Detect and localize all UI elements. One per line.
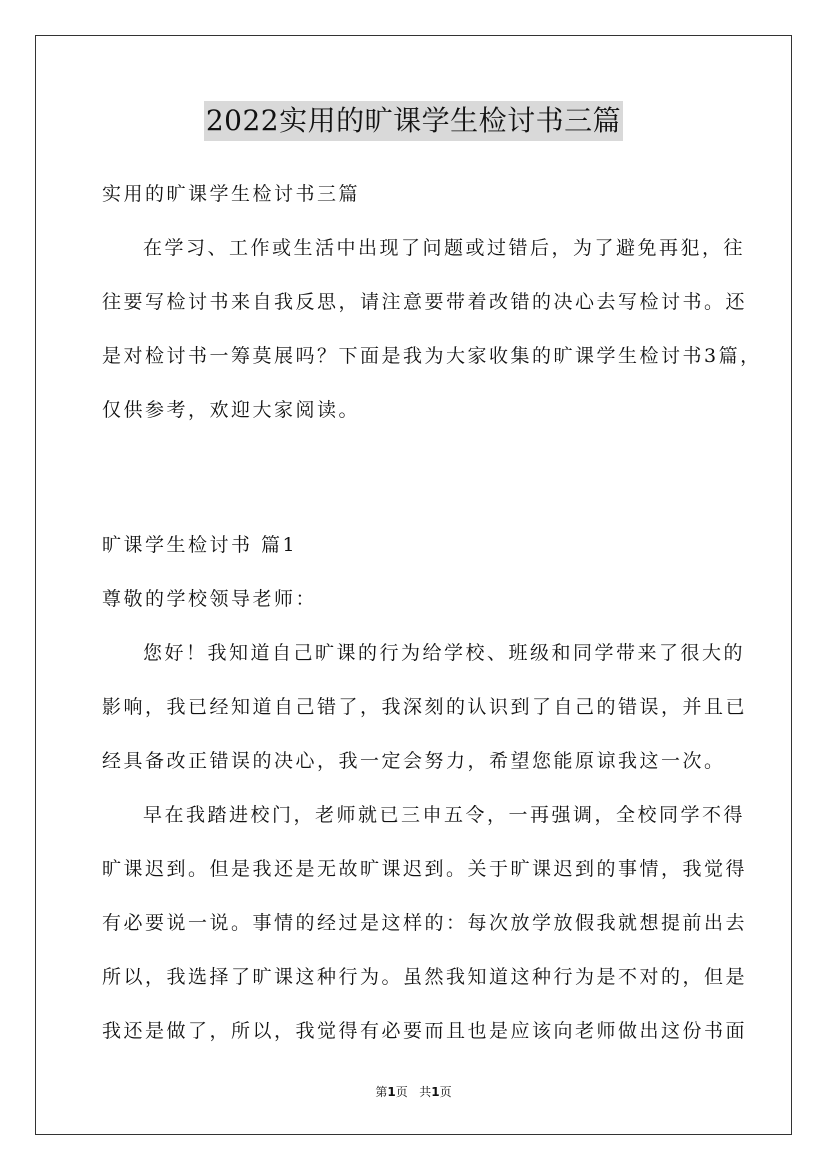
document-title — [0, 100, 827, 141]
paragraph-2 — [102, 799, 748, 1047]
document-subtitle: 实用的旷课学生检讨书三篇 — [102, 183, 361, 205]
document-body — [102, 178, 762, 1047]
intro-line: 往要写检讨书来自我反思，请注意要带着改错的决心去写检讨书。还 — [102, 291, 748, 313]
page-footer — [0, 1084, 827, 1100]
paragraph-line: 影响，我已经知道自己错了，我深刻的认识到了自己的错误，并且已 — [102, 696, 748, 718]
total-pages: 1 — [431, 1085, 440, 1099]
paragraph-line: 有必要说一说。事情的经过是这样的：每次放学放假我就想提前出去 — [102, 912, 748, 934]
page-prefix: 第 — [375, 1085, 388, 1099]
intro-line: 是对检讨书一筹莫展吗？下面是我为大家收集的旷课学生检讨书3篇， — [102, 345, 762, 367]
total-suffix: 页 — [439, 1085, 452, 1099]
salutation: 尊敬的学校领导老师： — [102, 588, 318, 610]
paragraph-line: 您好！我知道自己旷课的行为给学校、班级和同学带来了很大的 — [143, 642, 746, 664]
paragraph-line: 我还是做了，所以，我觉得有必要而且也是应该向老师做出这份书面 — [102, 1020, 748, 1042]
section-heading: 旷课学生检讨书 篇1 — [102, 534, 298, 556]
paragraph-line: 早在我踏进校门，老师就已三申五令，一再强调，全校同学不得 — [143, 804, 746, 826]
intro-line: 在学习、工作或生活中出现了问题或过错后，为了避免再犯，往 — [143, 237, 746, 259]
paragraph-line: 旷课迟到。但是我还是无故旷课迟到。关于旷课迟到的事情，我觉得 — [102, 858, 748, 880]
total-prefix: 共 — [419, 1085, 432, 1099]
document-title-text: 2022实用的旷课学生检讨书三篇 — [204, 101, 623, 141]
paragraph-1 — [102, 637, 748, 777]
paragraph-line: 经具备改正错误的决心，我一定会努力，希望您能原谅我这一次。 — [102, 750, 726, 772]
intro-line: 仅供参考，欢迎大家阅读。 — [102, 399, 361, 421]
intro-paragraph — [102, 232, 762, 426]
paragraph-line: 所以，我选择了旷课这种行为。虽然我知道这种行为是不对的，但是 — [102, 966, 748, 988]
page-suffix: 页 — [395, 1085, 408, 1099]
page-number: 1 — [387, 1085, 396, 1099]
